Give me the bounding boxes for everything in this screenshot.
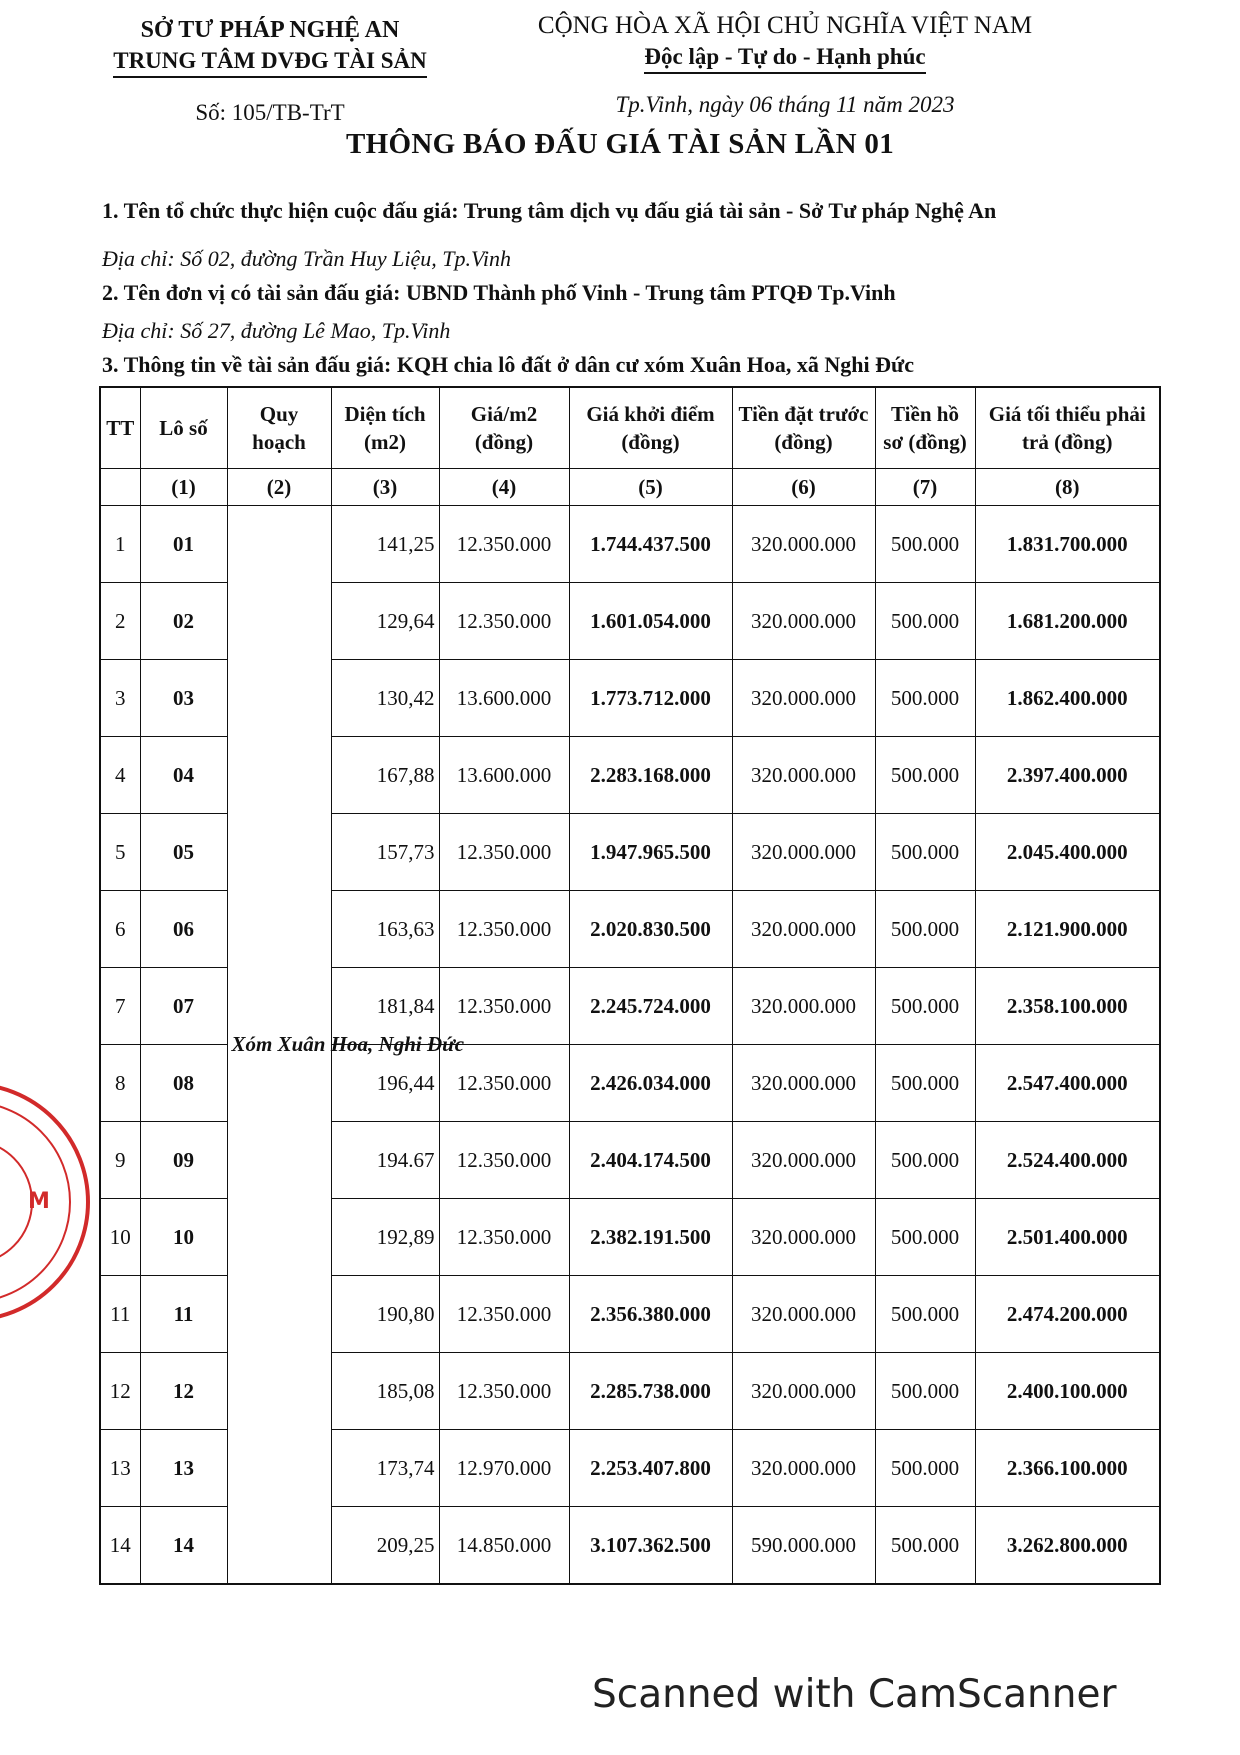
row-min-pay: 2.524.400.000 [975,1122,1160,1199]
issuer-block [70,14,470,126]
row-min-pay: 3.262.800.000 [975,1507,1160,1585]
row-deposit: 320.000.000 [732,968,875,1045]
place-date: Tp.Vinh, ngày 06 tháng 11 năm 2023 [615,92,955,117]
row-deposit: 320.000.000 [732,1199,875,1276]
row-start-price: 2.020.830.500 [569,891,732,968]
row-area: 129,64 [331,583,439,660]
row-lot-number: 11 [140,1276,227,1353]
row-price-per-m2: 12.350.000 [439,1045,569,1122]
row-tt: 10 [100,1199,140,1276]
row-min-pay: 2.501.400.000 [975,1199,1160,1276]
row-min-pay: 1.831.700.000 [975,506,1160,583]
column-index-row [100,469,1160,506]
row-tt: 1 [100,506,140,583]
red-seal-stamp [10,1112,100,1292]
row-deposit: 320.000.000 [732,891,875,968]
row-lot-number: 08 [140,1045,227,1122]
row-tt: 12 [100,1353,140,1430]
row-fee: 500.000 [875,1122,975,1199]
table-row [100,506,1160,583]
row-start-price: 1.773.712.000 [569,660,732,737]
row-start-price: 2.283.168.000 [569,737,732,814]
row-lot-number: 04 [140,737,227,814]
row-fee: 500.000 [875,891,975,968]
row-deposit: 320.000.000 [732,660,875,737]
row-fee: 500.000 [875,814,975,891]
row-start-price: 1.744.437.500 [569,506,732,583]
row-min-pay: 2.547.400.000 [975,1045,1160,1122]
center-name: TRUNG TÂM DVĐG TÀI SẢN [113,46,427,78]
row-lot-number: 02 [140,583,227,660]
row-tt: 6 [100,891,140,968]
row-lot-number: 03 [140,660,227,737]
row-start-price: 2.253.407.800 [569,1430,732,1507]
row-deposit: 590.000.000 [732,1507,875,1585]
row-price-per-m2: 12.350.000 [439,1353,569,1430]
row-price-per-m2: 14.850.000 [439,1507,569,1585]
row-lot-number: 10 [140,1199,227,1276]
index-cell: (1) [140,469,227,506]
row-fee: 500.000 [875,968,975,1045]
document-title: THÔNG BÁO ĐẤU GIÁ TÀI SẢN LẦN 01 [345,128,895,160]
row-min-pay: 2.045.400.000 [975,814,1160,891]
row-min-pay: 2.121.900.000 [975,891,1160,968]
row-price-per-m2: 12.350.000 [439,506,569,583]
row-price-per-m2: 13.600.000 [439,737,569,814]
row-area: 173,74 [331,1430,439,1507]
row-lot-number: 07 [140,968,227,1045]
row-deposit: 320.000.000 [732,583,875,660]
row-fee: 500.000 [875,1199,975,1276]
row-area: 167,88 [331,737,439,814]
row-price-per-m2: 12.350.000 [439,1122,569,1199]
row-tt: 13 [100,1430,140,1507]
row-area: 141,25 [331,506,439,583]
row-fee: 500.000 [875,1507,975,1585]
row-min-pay: 1.862.400.000 [975,660,1160,737]
row-start-price: 1.601.054.000 [569,583,732,660]
row-deposit: 320.000.000 [732,1045,875,1122]
row-price-per-m2: 12.350.000 [439,1276,569,1353]
row-price-per-m2: 13.600.000 [439,660,569,737]
auction-table [99,386,1161,1585]
row-fee: 500.000 [875,1430,975,1507]
row-deposit: 320.000.000 [732,1276,875,1353]
index-cell: (8) [975,469,1160,506]
row-start-price: 2.356.380.000 [569,1276,732,1353]
row-min-pay: 2.366.100.000 [975,1430,1160,1507]
row-price-per-m2: 12.350.000 [439,583,569,660]
document-number: Số: 105/TB-TrT [195,100,345,125]
row-fee: 500.000 [875,1276,975,1353]
row-lot-number: 14 [140,1507,227,1585]
national-heading [530,10,1040,118]
row-price-per-m2: 12.350.000 [439,891,569,968]
col-header-area: Diện tích (m2) [331,387,439,469]
row-tt: 11 [100,1276,140,1353]
row-fee: 500.000 [875,660,975,737]
row-fee: 500.000 [875,1045,975,1122]
row-area: 194.67 [331,1122,439,1199]
row-deposit: 320.000.000 [732,1353,875,1430]
row-lot-number: 13 [140,1430,227,1507]
index-cell-blank [100,469,140,506]
row-price-per-m2: 12.350.000 [439,968,569,1045]
ministry-name: SỞ TƯ PHÁP NGHỆ AN [140,17,400,43]
row-fee: 500.000 [875,583,975,660]
row-area: 157,73 [331,814,439,891]
row-start-price: 2.382.191.500 [569,1199,732,1276]
row-deposit: 320.000.000 [732,1122,875,1199]
index-cell: (7) [875,469,975,506]
row-deposit: 320.000.000 [732,506,875,583]
row-tt: 5 [100,814,140,891]
row-area: 209,25 [331,1507,439,1585]
col-header-start-price: Giá khởi điểm (đồng) [569,387,732,469]
index-cell: (6) [732,469,875,506]
section-2: 2. Tên đơn vị có tài sản đấu giá: UBND Thành phố Vinh - Trung tâm PTQĐ Tp.Vinh [102,280,896,305]
section-2-address: Địa chỉ: Số 27, đường Lê Mao, Tp.Vinh [102,318,451,343]
section-3: 3. Thông tin về tài sản đấu giá: KQH chia lô đất ở dân cư xóm Xuân Hoa, xã Nghi Đức [102,352,914,377]
row-tt: 9 [100,1122,140,1199]
row-tt: 7 [100,968,140,1045]
row-area: 190,80 [331,1276,439,1353]
row-min-pay: 1.681.200.000 [975,583,1160,660]
row-min-pay: 2.474.200.000 [975,1276,1160,1353]
row-deposit: 320.000.000 [732,814,875,891]
index-cell: (2) [227,469,331,506]
row-price-per-m2: 12.350.000 [439,814,569,891]
row-min-pay: 2.400.100.000 [975,1353,1160,1430]
row-fee: 500.000 [875,506,975,583]
row-tt: 2 [100,583,140,660]
row-area: 181,84 [331,968,439,1045]
row-start-price: 2.285.738.000 [569,1353,732,1430]
row-start-price: 2.426.034.000 [569,1045,732,1122]
col-header-tt: TT [100,387,140,469]
index-cell: (5) [569,469,732,506]
row-lot-number: 09 [140,1122,227,1199]
row-price-per-m2: 12.970.000 [439,1430,569,1507]
row-area: 130,42 [331,660,439,737]
camscanner-watermark: Scanned with CamScanner [592,1672,1117,1717]
row-deposit: 320.000.000 [732,737,875,814]
row-area: 163,63 [331,891,439,968]
row-deposit: 320.000.000 [732,1430,875,1507]
row-lot-number: 06 [140,891,227,968]
row-area: 192,89 [331,1199,439,1276]
row-lot-number: 12 [140,1353,227,1430]
table-header-row [100,387,1160,469]
section-1-address: Địa chỉ: Số 02, đường Trần Huy Liệu, Tp.Vinh [102,246,511,271]
row-start-price: 2.404.174.500 [569,1122,732,1199]
row-lot-number: 01 [140,506,227,583]
row-fee: 500.000 [875,1353,975,1430]
seal-lettering: M [28,1189,50,1214]
row-tt: 4 [100,737,140,814]
section-1: 1. Tên tổ chức thực hiện cuộc đấu giá: Trung tâm dịch vụ đấu giá tài sản - Sở Tư pháp Nghệ An [102,198,997,223]
row-start-price: 1.947.965.500 [569,814,732,891]
col-header-price-m2: Giá/m2 (đồng) [439,387,569,469]
col-header-plan: Quy hoạch [227,387,331,469]
row-tt: 8 [100,1045,140,1122]
row-tt: 3 [100,660,140,737]
row-start-price: 2.245.724.000 [569,968,732,1045]
row-min-pay: 2.358.100.000 [975,968,1160,1045]
index-cell: (3) [331,469,439,506]
row-tt: 14 [100,1507,140,1585]
row-lot-number: 05 [140,814,227,891]
row-area: 185,08 [331,1353,439,1430]
row-min-pay: 2.397.400.000 [975,737,1160,814]
plan-cell: Xóm Xuân Hoa, Nghi Đức [227,506,331,1585]
row-start-price: 3.107.362.500 [569,1507,732,1585]
col-header-fee: Tiền hồ sơ (đồng) [875,387,975,469]
row-fee: 500.000 [875,737,975,814]
col-header-lot: Lô số [140,387,227,469]
row-price-per-m2: 12.350.000 [439,1199,569,1276]
row-area: 196,44 [331,1045,439,1122]
col-header-min-pay: Giá tối thiểu phải trả (đồng) [975,387,1160,469]
nation-name: CỘNG HÒA XÃ HỘI CHỦ NGHĨA VIỆT NAM [537,12,1033,39]
index-cell: (4) [439,469,569,506]
col-header-deposit: Tiền đặt trước (đồng) [732,387,875,469]
national-motto: Độc lập - Tự do - Hạnh phúc [644,42,925,74]
